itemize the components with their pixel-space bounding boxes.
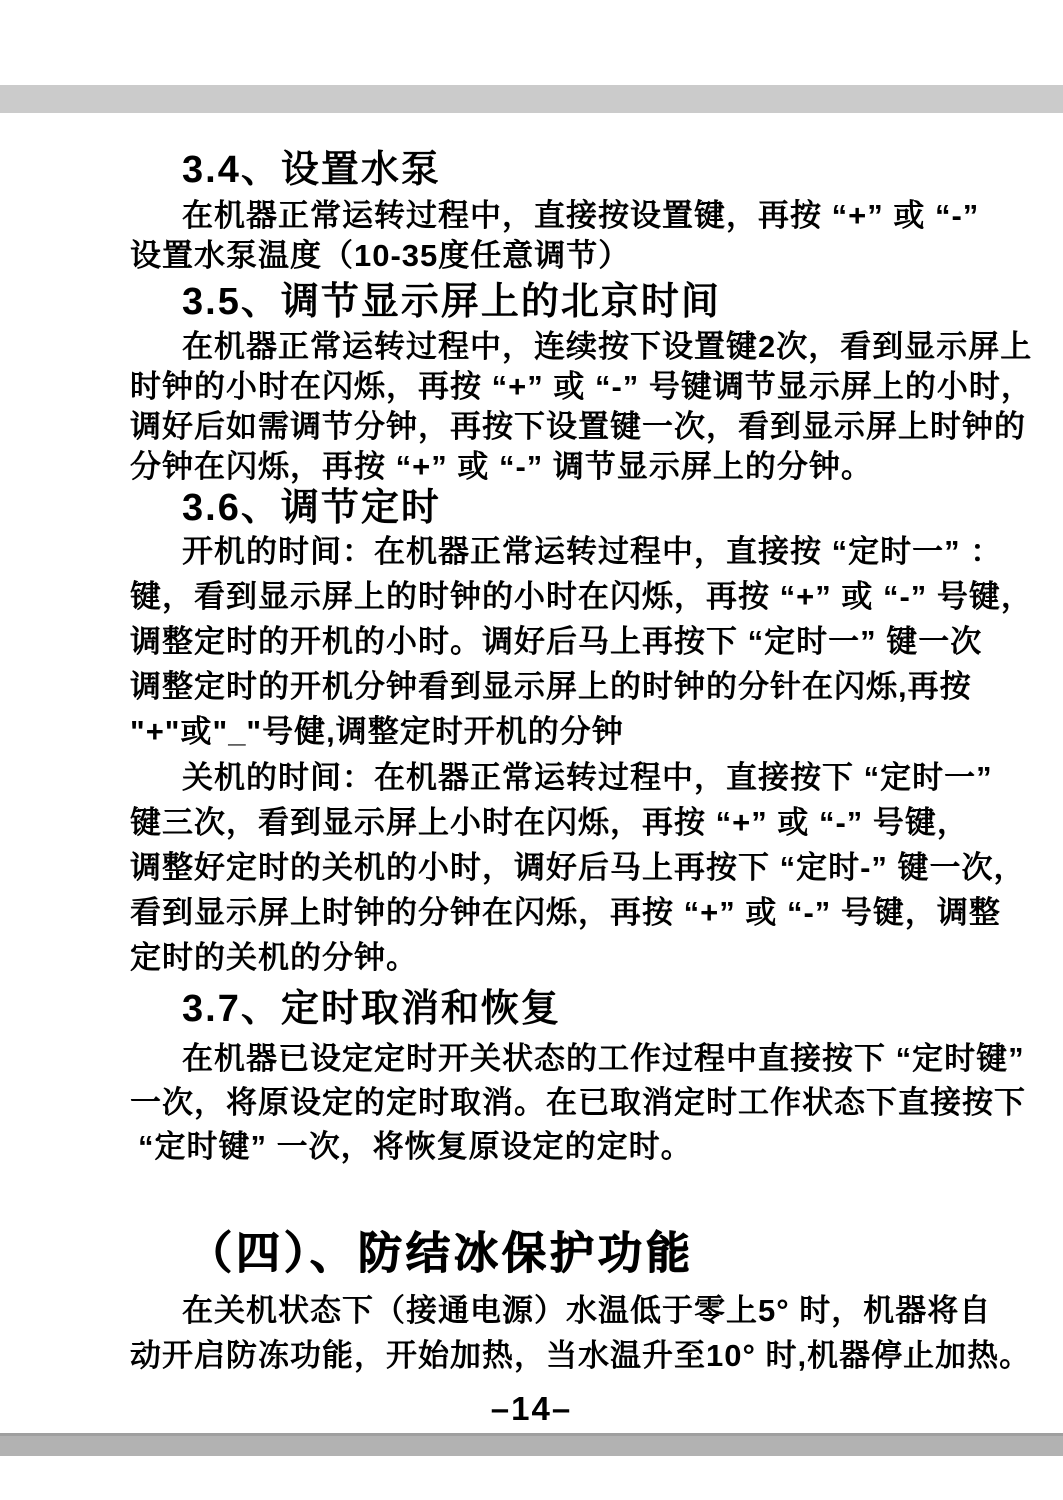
text-line: 定时的关机的分钟。 xyxy=(130,940,418,975)
page-number: –14– xyxy=(490,1390,573,1427)
section-3-6-heading: 3.6、调节定时 xyxy=(182,487,441,529)
section-3-7-paragraph xyxy=(130,1037,1026,1169)
section-4-heading: （四）、防结冰保护功能 xyxy=(188,1229,694,1278)
bottom-separator-bar xyxy=(0,1433,1063,1456)
text-line: 看到显示屏上时钟的分钟在闪烁，再按 “+” 或 “-” 号键，调整 xyxy=(130,895,1001,930)
text-line: 关机的时间：在机器正常运转过程中，直接按下 “定时一” xyxy=(182,760,993,795)
text-line: 在关机状态下（接通电源）水温低于零上5° 时，机器将自 xyxy=(182,1293,992,1328)
section-3-4-paragraph xyxy=(130,196,980,276)
text-line: "+"或"_"号健,调整定时开机的分钟 xyxy=(130,714,624,749)
text-line: 开机的时间：在机器正常运转过程中，直接按 “定时一” ： xyxy=(182,534,1003,569)
section-3-7-heading: 3.7、定时取消和恢复 xyxy=(182,988,561,1030)
text-line: 在机器正常运转过程中，直接按设置键，再按 “+” 或 “-” xyxy=(182,198,980,233)
text-line: 在机器已设定定时开关状态的工作过程中直接按下 “定时键” xyxy=(182,1041,1025,1076)
text-line: 设置水泵温度（10-35度任意调节） xyxy=(130,238,631,273)
section-3-5-paragraph xyxy=(130,327,1033,487)
text-line: 时钟的小时在闪烁，再按 “+” 或 “-” 号键调节显示屏上的小时， xyxy=(130,369,1033,404)
text-line: 在机器正常运转过程中，连续按下设置键2次，看到显示屏上 xyxy=(182,329,1033,364)
top-separator-bar xyxy=(0,85,1063,113)
section-3-6-paragraph-on-time xyxy=(130,529,1033,754)
section-3-4-heading: 3.4、设置水泵 xyxy=(182,149,441,191)
text-line: 动开启防冻功能，开始加热，当水温升至10° 时,机器停止加热。 xyxy=(130,1338,1032,1373)
text-line: 一次，将原设定的定时取消。在已取消定时工作状态下直接按下 xyxy=(130,1085,1026,1120)
text-line: 调整好定时的关机的小时，调好后马上再按下 “定时-” 键一次， xyxy=(130,850,1026,885)
text-line: 调整定时的开机的小时。调好后马上再按下 “定时一” 键一次 xyxy=(130,624,983,659)
text-line: 调整定时的开机分钟看到显示屏上的时钟的分针在闪烁,再按 xyxy=(130,669,972,704)
text-line: 分钟在闪烁，再按 “+” 或 “-” 调节显示屏上的分钟。 xyxy=(130,449,873,484)
text-line: “定时键” 一次，将恢复原设定的定时。 xyxy=(138,1129,693,1164)
section-3-5-heading: 3.5、调节显示屏上的北京时间 xyxy=(182,281,721,323)
page-content xyxy=(130,146,1033,1378)
text-line: 键三次，看到显示屏上小时在闪烁，再按 “+” 或 “-” 号键， xyxy=(130,805,969,840)
text-line: 调好后如需调节分钟，再按下设置键一次，看到显示屏上时钟的 xyxy=(130,409,1026,444)
section-4-paragraph xyxy=(130,1288,1032,1378)
section-3-6-paragraph-off-time xyxy=(130,755,1026,980)
text-line: 键，看到显示屏上的时钟的小时在闪烁，再按 “+” 或 “-” 号键， xyxy=(130,579,1033,614)
